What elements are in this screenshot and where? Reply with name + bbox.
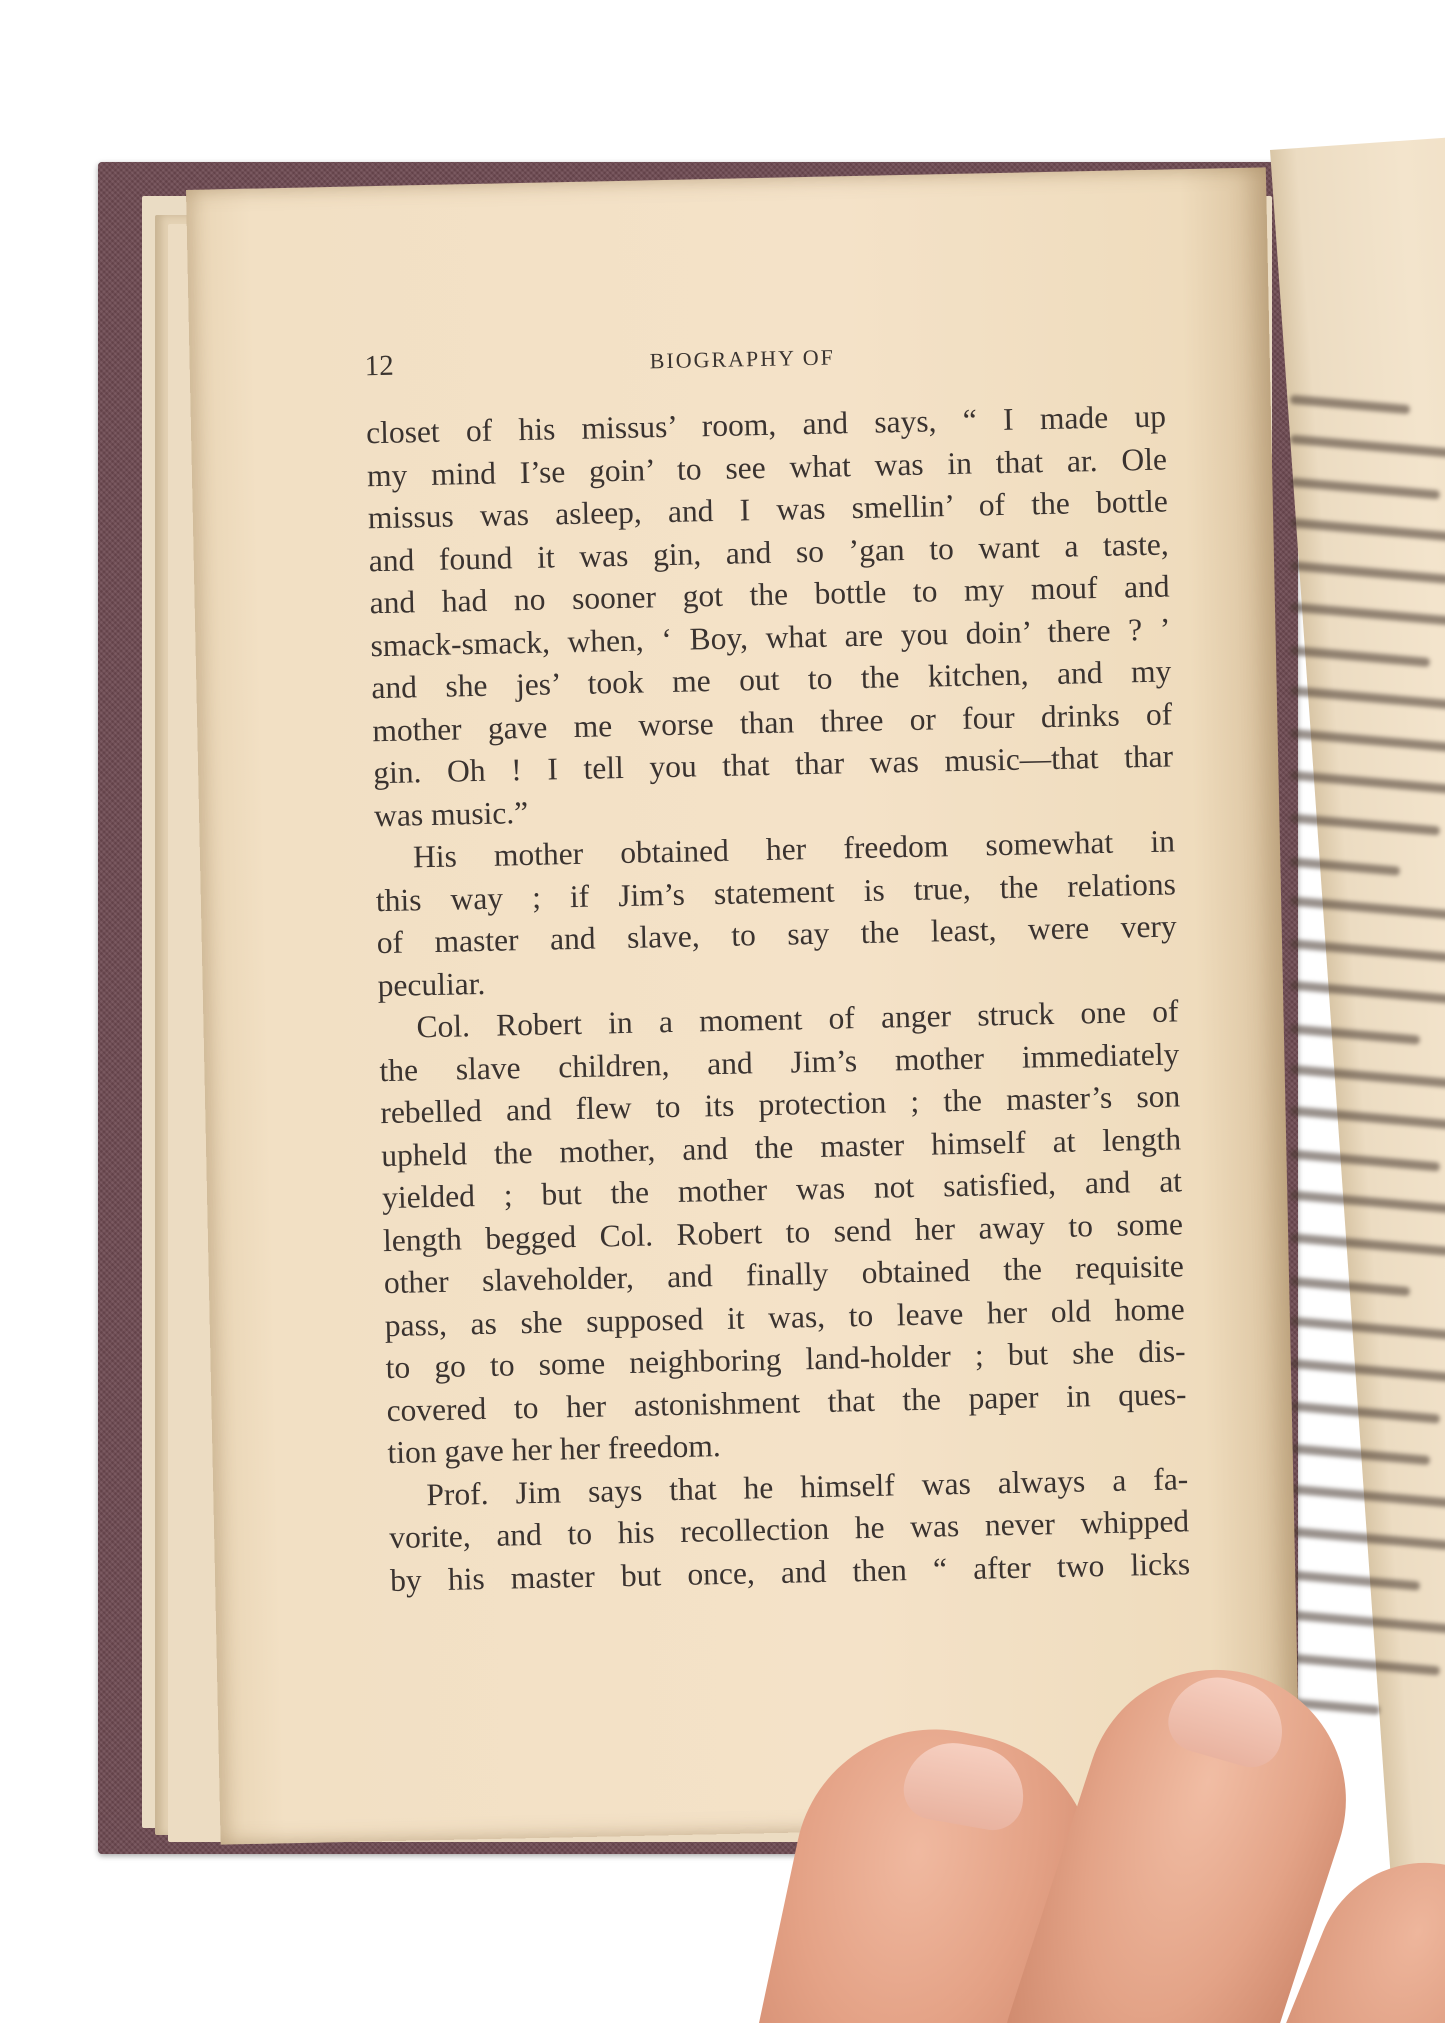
text-line: peculiar. xyxy=(377,965,486,1003)
text-line: and had no sooner got the bottle to my mouf and xyxy=(369,568,1170,621)
text-line: pass, as she supposed it was, to leave her old home xyxy=(384,1290,1186,1343)
text-line: smack-smack, when, ‘ Boy, what are you doin’ there ? ’ xyxy=(370,610,1171,663)
text-line: and she jes’ took me out to the kitchen, and my xyxy=(371,653,1172,706)
text-line: Prof. Jim says that he himself was always a fa- xyxy=(426,1460,1189,1512)
text-line: to go to some neighboring land-holder ; but she dis- xyxy=(385,1333,1186,1386)
text-line: yielded ; but the mother was not satisfied, and at xyxy=(381,1163,1183,1216)
text-line: my mind I’se goin’ to see what was in that ar. Ole xyxy=(366,441,1168,493)
text-line: gin. Oh ! I tell you that thar was music—that thar xyxy=(372,738,1174,791)
text-line: covered to her astonishment that the paper in ques- xyxy=(386,1375,1187,1428)
text-line: mother gave me worse than three or four drinks of xyxy=(371,695,1173,748)
body-text xyxy=(366,396,1191,1602)
running-head: BIOGRAPHY OF xyxy=(649,344,836,374)
text-line: vorite, and to his recollection he was never whipped xyxy=(388,1503,1190,1556)
text-line: His mother obtained her freedom somewhat in xyxy=(412,823,1176,875)
text-line: upheld the mother, and the master himself at length xyxy=(380,1120,1182,1173)
text-line: this way ; if Jim’s statement is true, the relations xyxy=(375,865,1177,918)
page-number: 12 xyxy=(364,349,395,383)
right-page-blurred-text xyxy=(1290,400,1445,1800)
text-line: closet of his missus’ room, and says, “ I made up xyxy=(365,398,1167,451)
text-line: tion gave her her freedom. xyxy=(387,1428,722,1471)
text-line: other slaveholder, and finally obtained the requisite xyxy=(383,1248,1185,1301)
text-line: of master and slave, to say the least, were very xyxy=(376,908,1177,961)
text-line: the slave children, and Jim’s mother immediately xyxy=(379,1035,1180,1088)
text-line: was music.” xyxy=(373,794,529,833)
text-line: Col. Robert in a moment of anger struck one of xyxy=(416,993,1179,1045)
text-line: and found it was gin, and so ’gan to want a taste, xyxy=(368,526,1169,578)
text-line: length begged Col. Robert to send her away to some xyxy=(382,1205,1184,1258)
text-line: rebelled and flew to its protection ; the master’s son xyxy=(379,1078,1181,1131)
text-line: missus was asleep, and I was smellin’ of the bottle xyxy=(367,483,1169,536)
text-line: by his master but once, and then “ after two licks xyxy=(389,1545,1191,1598)
left-page xyxy=(186,167,1300,1844)
